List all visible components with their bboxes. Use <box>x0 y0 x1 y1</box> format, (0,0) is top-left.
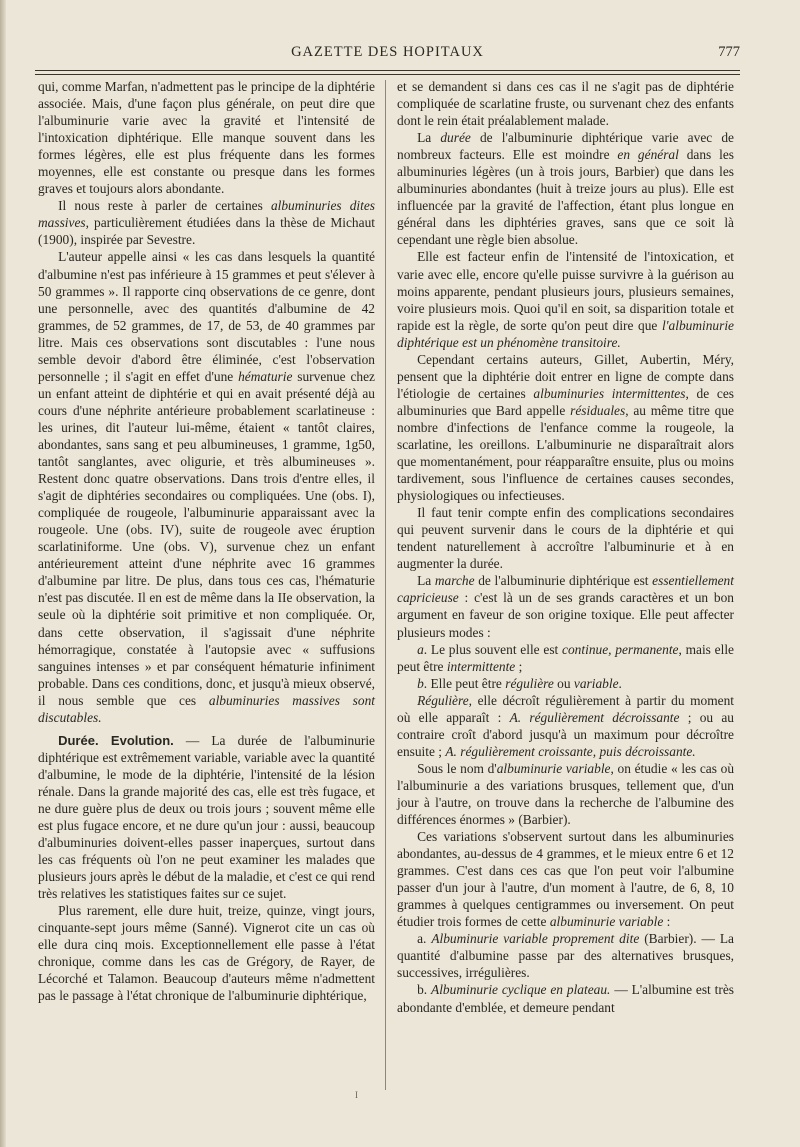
paragraph: Plus rarement, elle dure huit, treize, quinze, vingt jours, cinquante-sept jours même (Sanné). Vignerot cite un cas où elle dura cinq mois. Exceptionnellement elle passe à l'état chronique, comme dans les cas de Grégory, de Rayer, de Lécorché et Talamon. Beaucoup d'auteurs même n'admettent pas le passage à l'état chronique de l'albuminurie diphtérique, <box>38 903 375 1004</box>
right-column <box>397 78 734 1016</box>
paragraph: La durée de l'albuminurie diphtérique varie avec de nombreux facteurs. Elle est moindre en général dans les albuminuries légères (un à trois jours, Barbier) que dans les albuminuries abondantes (huit à treize jours au plus). Elle est influencée par la gravité de l'affection, étant plus longue en général dans les diphtéries graves, sans que ce soit là cependant une règle bien absolue. <box>397 130 734 248</box>
paragraph: La marche de l'albuminurie diphtérique est essentiellement capricieuse : c'est là un de ses grands caractères et un bon argument en faveur de son origine toxique. Elle peut affecter plusieurs modes : <box>397 573 734 640</box>
paragraph: L'auteur appelle ainsi « les cas dans lesquels la quantité d'albumine n'est pas inférieure à 15 grammes et peut s'élever à 50 grammes ». Il rapporte cinq observations de ce genre, dont une personnelle, avec des quantités d'albumine de 42 grammes, de 52 grammes, de 17, de 53, de 40 grammes par litre. Mais ces observations sont discutables : l'une nous semble devoir d'abord être éliminée, c'est l'observation personnelle ; il s'agit en effet d'une hématurie survenue chez un enfant atteint de diphtérie et qui en avait présenté déjà au cours d'une néphrite antérieure probablement scarlatineuse : les urines, dit l'auteur lui-même, étaient « tantôt claires, abondantes, sans sang et peu albumineuses, 1 gramme, 1g50, tantôt sanglantes, avec oligurie, et très albumineuses ». Restent donc quatre observations. Dans trois d'entre elles, il s'agit de diphtéries secondaires ou compliquées. Une (obs. I), compliquée de rougeole, l'albuminurie apparaissant avec la rougeole. Une (obs. IV), suite de rougeole avec éruption scarlatiniforme. Une (obs. V), survenue chez un enfant antérieurement atteint d'une néphrite avec 16 grammes d'albumine par litre. De plus, dans tous ces cas, l'hématurie n'est pas discutée. Il en est de même dans la IIe observation, la seule où la diphtérie soit primitive et non compliquée. Or, dans cette observation, il s'agissait d'une néphrite hémorragique, constatée à l'autopsie avec « suffusions sanguines intenses » et par conséquent hématurie infiniment probable. Dans ces conditions, donc, et jusqu'à mieux observé, il nous semble que ces albuminuries massives sont discutables. <box>38 249 376 725</box>
paragraph: Régulière, elle décroît régulièrement à partir du moment où elle apparaît : A. régulièrement décroissante ; ou au contraire croît d'abord jusqu'à un maximum pour décroître ensuite ; A. régulièrement croissante, puis décroissante. <box>397 692 735 759</box>
paragraph: a. Albuminurie variable proprement dite (Barbier). — La quantité d'albumine passe par des alternatives brusques, successives, irrégulières. <box>397 931 734 981</box>
paragraph: a. Le plus souvent elle est continue, permanente, mais elle peut être intermittente ; <box>397 641 734 674</box>
header-rule <box>35 70 740 71</box>
paragraph: b. Elle peut être régulière ou variable. <box>417 675 622 691</box>
page-number: 777 <box>718 44 740 60</box>
paragraph: Il faut tenir compte enfin des complications secondaires qui peuvent survenir dans le cours de la diphtérie et qui tendent naturellement à accroître l'albuminurie et à en augmenter la durée. <box>397 505 734 572</box>
column-divider <box>385 80 386 1090</box>
paragraph: et se demandent si dans ces cas il ne s'agit pas de diphtérie compliquée de scarlatine fruste, ou survenant chez des enfants dont le rein était préalablement malade. <box>397 79 734 129</box>
paragraph: Elle est facteur enfin de l'intensité de l'intoxication, et varie avec elle, encore qu'elle puisse survivre à la guérison au moins apparente, pendant plusieurs jours, plusieurs semaines, voire plusieurs mois. Quoi qu'il en soit, sa disparition totale et rapide est la règle, de sorte qu'on peut dire que l'albuminurie diphtérique est un phénomène transitoire. <box>397 249 734 350</box>
paragraph: Cependant certains auteurs, Gillet, Aubertin, Méry, pensent que la diphtérie doit entrer en ligne de compte dans l'étiologie de certaines albuminuries intermittentes, de ces albuminuries que Bard appelle résiduales, au même titre que nombre d'infections de l'enfance comme la rougeole, la scarlatine, les oreillons. L'albuminurie ne disparaîtrait alors que momentanément, pour réapparaître ensuite, plus ou moins tardivement, sous l'influence de certaines causes secondes, physiologiques ou infectieuses. <box>397 351 734 504</box>
binding-edge <box>0 0 6 1147</box>
paragraph: qui, comme Marfan, n'admettent pas le principe de la diphtérie associée. Mais, d'une façon plus générale, on peut dire que l'albuminurie varie avec la gravité et l'intensité de l'intoxication diphtérique. Elle manque souvent dans les formes légères, elle est plus fréquente dans les formes moyennes, elle est constante ou presque dans les formes graves et toujours alors abondante. <box>38 79 375 197</box>
paragraph-duree: Durée. Evolution. — La durée de l'albuminurie diphtérique est extrêmement variable, variable avec la quantité d'albumine, le mode de la diphtérie, l'intensité de la lésion rénale. Dans la grande majorité des cas, elle est très fugace, et ne dure guère plus de deux ou trois jours ; souvent même elle est plus fugace encore, et ne dure qu'un jour : aussi, beaucoup d'albuminuries doivent-elles passer inaperçues, surtout dans les cas fréquents où l'on ne peut examiner les malades que plusieurs jours après le début de la maladie, et c'est ce qui rend très relatives les statistiques faites sur ce sujet. <box>38 732 375 902</box>
left-column <box>38 78 375 1005</box>
running-title: GAZETTE DES HOPITAUX <box>291 44 484 60</box>
signature-mark: I <box>355 1090 358 1100</box>
paragraph: b. Albuminurie cyclique en plateau. — L'albumine est très abondante d'emblée, et demeure pendant <box>397 982 735 1015</box>
header-rule-thin <box>35 74 740 75</box>
section-heading: Durée. Evolution. <box>58 732 174 748</box>
paragraph: Sous le nom d'albuminurie variable, on étudie « les cas où l'albuminurie a des variations brusques, tellement que, d'un jour à l'autre, on trouve dans la recherche de l'albumine des différences énormes » (Barbier). <box>397 760 735 828</box>
page-header <box>35 44 740 66</box>
paragraph: Ces variations s'observent surtout dans les albuminuries abondantes, au-dessus de 4 grammes, et le mieux entre 6 et 12 grammes. C'est dans ces cas que l'on peut voir l'albumine passer d'un jour à l'autre, d'un moment à l'autre, de 6, 8, 10 grammes à quelques centigrammes ou inversement. On peut étudier trois formes de cette albuminurie variable : <box>397 829 734 930</box>
paragraph: Il nous reste à parler de certaines albuminuries dites massives, particulièrement étudiées dans la thèse de Michaut (1900), inspirée par Sevestre. <box>38 198 376 248</box>
